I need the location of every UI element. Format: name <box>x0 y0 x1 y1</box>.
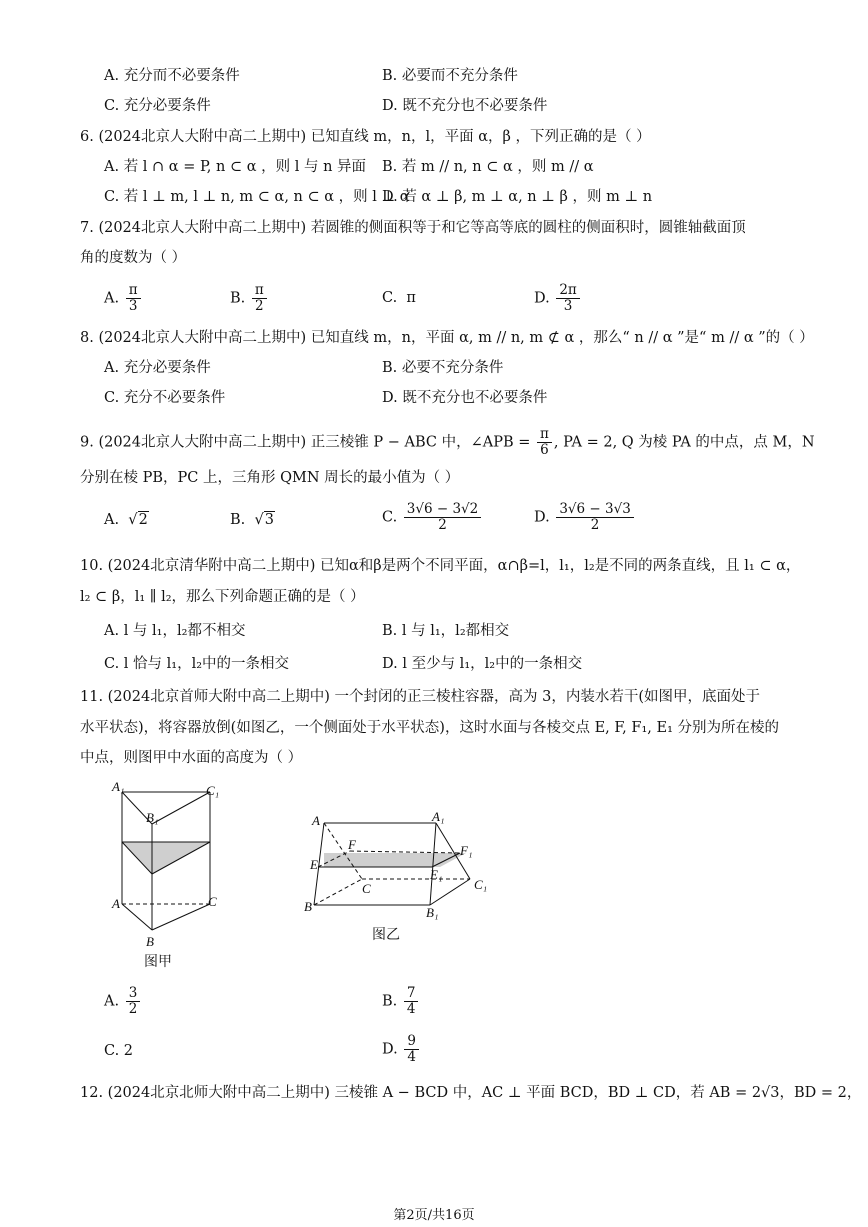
q11-option-b-fraction: $\frac{7}{4}$ <box>404 986 419 1017</box>
q7-option-a <box>104 283 143 314</box>
q9-option-d-fraction: $\frac{3√6 - 3√3}{2}$ <box>556 502 633 533</box>
label-E: E <box>310 857 318 872</box>
label-C: C <box>208 894 217 909</box>
q8-option-c: C. 充分不必要条件 <box>104 390 226 406</box>
q7-option-a-fraction: $\frac{\pi}{3}$ <box>126 283 141 314</box>
label-B: B <box>304 899 312 914</box>
q10-stem-line1: 10. (2024北京清华附中高二上期中) 已知α和β是两个不同平面，α∩β=l，l₁，l₂是不同的两条直线，且 l₁ ⊂ α， <box>80 558 801 574</box>
q8-stem: 8. (2024北京人大附中高二上期中) 已知直线 m，n，平面 α, m // n, m ⊄ α ，那么“ n // α ”是“ m // α ”的（ ） <box>80 330 814 346</box>
q11-option-b: B. $\frac{7}{4}$ <box>382 986 420 1017</box>
q9-option-c: C. $\frac{3√6 - 3√2}{2}$ <box>382 502 483 533</box>
q7-option-b-fraction: $\frac{\pi}{2}$ <box>252 283 267 314</box>
q11-option-a-fraction: $\frac{3}{2}$ <box>126 986 141 1017</box>
q10-option-a: A. l 与 l₁，l₂都不相交 <box>104 623 246 639</box>
q5-option-b: B. 必要而不充分条件 <box>382 68 518 84</box>
label-C: C <box>362 881 371 896</box>
q7-option-c: C. π <box>382 290 416 306</box>
q7-option-d-fraction: $\frac{2\pi}{3}$ <box>556 283 579 314</box>
q9-option-b: B. √3 <box>230 512 274 528</box>
label-E1: E₁ <box>430 867 443 882</box>
q11-stem-line2: 水平状态)，将容器放倒(如图乙，一个侧面处于水平状态)，这时水面与各棱交点 E, F, F₁, E₁ 分别为所在棱的 <box>80 720 779 736</box>
q6-option-c: C. 若 l ⊥ m, l ⊥ n, m ⊂ α, n ⊂ α ，则 l ⊥ α <box>104 189 410 205</box>
q8-option-b: B. 必要不充分条件 <box>382 360 504 376</box>
water-surface-jia <box>122 842 210 874</box>
q10-option-d: D. l 至少与 l₁，l₂中的一条相交 <box>382 656 583 672</box>
page-number-footer: 第2页/共16页 <box>393 1208 475 1223</box>
q11-option-a: A. $\frac{3}{2}$ <box>104 986 142 1017</box>
q9-option-a: A. √2 <box>104 512 148 528</box>
q9-option-c-fraction: $\frac{3√6 - 3√2}{2}$ <box>404 502 481 533</box>
q9-angle-fraction: $\frac{\pi}{6}$ <box>537 427 552 458</box>
q5-option-a: A. 充分而不必要条件 <box>104 68 240 84</box>
q10-option-b: B. l 与 l₁，l₂都相交 <box>382 623 510 639</box>
q6-option-d: D. 若 α ⊥ β, m ⊥ α, n ⊥ β ，则 m ⊥ n <box>382 189 653 205</box>
figure-jia-prism <box>100 778 230 973</box>
q11-option-d: D. $\frac{9}{4}$ <box>382 1034 421 1065</box>
q10-stem-line2: l₂ ⊂ β，l₁ ∥ l₂，那么下列命题正确的是（ ） <box>80 589 365 605</box>
q12-stem: 12. (2024北京北师大附中高二上期中) 三棱锥 A − BCD 中，AC ⊥ 平面 BCD，BD ⊥ CD，若 AB = 2√3，BD = 2， <box>80 1085 862 1101</box>
label-C1: C₁ <box>474 877 488 892</box>
q5-option-c: C. 充分必要条件 <box>104 98 211 114</box>
q6-option-b: B. 若 m // n, n ⊂ α ，则 m // α <box>382 159 594 175</box>
q7-option-b <box>230 283 269 314</box>
q11-option-c: C. 2 <box>104 1043 134 1059</box>
q9-option-d: D. $\frac{3√6 - 3√3}{2}$ <box>534 502 636 533</box>
q6-stem: 6. (2024北京人大附中高二上期中) 已知直线 m，n，l，平面 α，β ，下列正确的是（ ） <box>80 129 651 145</box>
caption-yi: 图乙 <box>372 928 400 943</box>
label-F: F <box>348 837 356 852</box>
q7-stem-line1: 7. (2024北京人大附中高二上期中) 若圆锥的侧面积等于和它等高等底的圆柱的侧面积时，圆锥轴截面顶 <box>80 220 746 236</box>
q7-option-d-label: D. <box>534 290 550 307</box>
q8-option-d: D. 既不充分也不必要条件 <box>382 390 548 406</box>
label-A: A <box>112 896 120 911</box>
q6-option-a: A. 若 l ∩ α = P, n ⊂ α ，则 l 与 n 异面 <box>104 159 367 175</box>
label-B: B <box>146 934 154 949</box>
label-B1: B₁ <box>146 810 159 825</box>
q9-stem-line1: 9. (2024北京人大附中高二上期中) 正三棱锥 P − ABC 中，∠APB = $\frac{\pi}{6}$ , PA = 2, Q 为棱 PA 的中点，点 M，N <box>80 426 815 458</box>
q9-stem-line2: 分别在棱 PB，PC 上，三角形 QMN 周长的最小值为（ ） <box>80 470 460 486</box>
label-A: A <box>312 813 320 828</box>
q7-option-a-label: A. <box>104 290 120 307</box>
label-A1: A₁ <box>432 809 445 824</box>
q10-option-c: C. l 恰与 l₁，l₂中的一条相交 <box>104 656 290 672</box>
q7-stem-line2: 角的度数为（ ） <box>80 250 187 266</box>
q11-option-d-fraction: $\frac{9}{4}$ <box>404 1034 419 1065</box>
q7-option-d <box>534 283 582 314</box>
q11-stem-line1: 11. (2024北京首师大附中高二上期中) 一个封闭的正三棱柱容器，高为 3，内装水若干(如图甲，底面处于 <box>80 689 760 705</box>
figure-yi-prism <box>302 805 502 950</box>
q11-stem-line3: 中点，则图甲中水面的高度为（ ） <box>80 750 303 766</box>
label-C1: C₁ <box>206 783 220 798</box>
caption-jia: 图甲 <box>144 955 172 970</box>
label-B1: B₁ <box>426 905 439 920</box>
q7-option-b-label: B. <box>230 290 246 307</box>
label-A1: A₁ <box>112 779 125 794</box>
q8-option-a: A. 充分必要条件 <box>104 360 211 376</box>
label-F1: F₁ <box>460 843 473 858</box>
q5-option-d: D. 既不充分也不必要条件 <box>382 98 548 114</box>
